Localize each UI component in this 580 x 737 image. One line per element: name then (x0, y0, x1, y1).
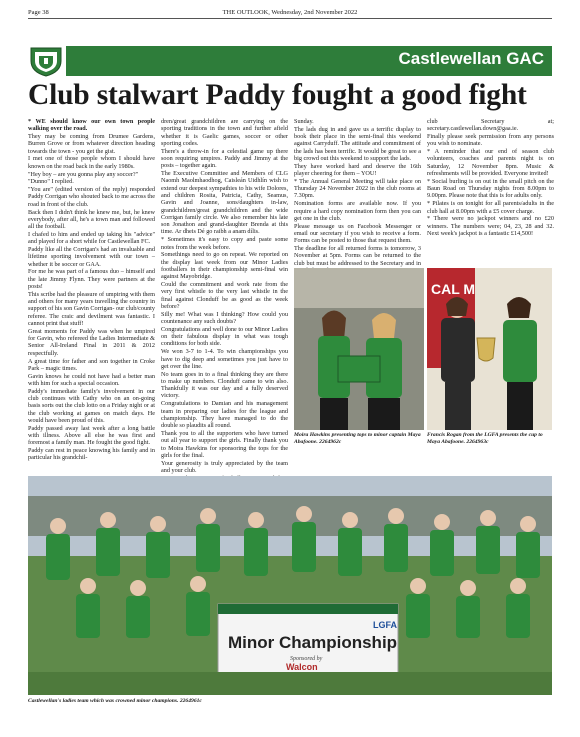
article-paragraph: Congratulations and well done to our Minor Ladies on their fabulous display in what was tough conditions for both side. (161, 325, 288, 348)
article-paragraph: Nomination forms are available now. If you require a hard copy nomination form then you can get one in the club. (294, 200, 421, 222)
article-column-3 (294, 118, 421, 268)
photo-cup-presentation (427, 268, 552, 430)
article-paragraph: Thank you to all the supporters who have turned out all year to support the girls. Finally thank you to Moira Hawkins for sponsoring the tops for the girls for the final. (161, 429, 288, 459)
newspaper-dateline: THE OUTLOOK, Wednesday, 2nd November 2022 (222, 9, 358, 16)
article-paragraph: "Dunno" I replied. (28, 178, 74, 186)
article-paragraph: Paddy passed away last week after a long battle with illness. Above all else he was first and foremost a family man. He fought the good fight. (28, 424, 155, 447)
article-paragraph: * WE should know our own town people walking over the road. (28, 118, 155, 133)
article-paragraph: No team goes in to a final thinking they are there to make up numbers. Clonduff came to win also. Thankfully it was our day and a fully deserved victory. (161, 370, 288, 400)
photo2-sign-text: CAL M (431, 281, 476, 297)
article-paragraph: "Hey boy – are you gonna play any soccer?" (28, 170, 139, 178)
article-paragraph: A great time for father and son together in Croke Park – magic times. (28, 357, 155, 372)
photo-team-champions (28, 476, 552, 695)
article-paragraph: Please message us on Facebook Messenger or email our secretary if you wish to receive a form. Forms can be posted to those that request them. (294, 222, 421, 245)
article-column-2 (161, 118, 288, 474)
article-paragraph: Could the commitment and work rate from the very first whistle to the very last whistle in the final against Clonduff be as good as the week before? (161, 281, 288, 310)
article-paragraph: Congratulations to Damian and his management team in preparing our ladies for the league and championship. They have managed to do the double so plaudits all round. (161, 400, 288, 430)
photo2-caption: Francis Rogan from the LGFA presents the cup to Maya Abafoone. 2264963c (427, 432, 543, 445)
headline: Club stalwart Paddy fought a good fight (28, 79, 527, 111)
article-paragraph: Paddy can rest in peace knowing his family and in particular his grandchil- (28, 447, 155, 462)
article-paragraph: For me he was part of a famous duo – himself and the late Jimmy Flynn. They were partners at the posts! (28, 268, 155, 291)
article-paragraph: Sunday. (294, 118, 314, 125)
running-head (28, 7, 552, 19)
championship-banner (218, 604, 398, 674)
article-paragraph: The deadline for all returned forms is tomorrow, 3 November at 5pm. Forms can be returned to the club but must be addressed to the Secretary and in (294, 245, 421, 267)
article-paragraph: * Pilates is on tonight for all parents/adults in the club hall at 8.00pm with a £5 cover charge. (427, 200, 554, 215)
article-paragraph: Silly me! What was I thinking? How could you countenance any such doubts? (161, 310, 288, 326)
article-paragraph: * The Annual General Meeting will take place on Thursday 24 November 2022 in the club rooms at 7.30pm. (294, 177, 421, 200)
club-crest-icon (28, 45, 64, 77)
article-column-4 (427, 118, 554, 268)
article-paragraph: "You are" (edited version of the reply) responded Paddy Corrigan who shouted back to me across the road in front of the club. (28, 186, 155, 208)
article-paragraph: Paddy's immediate family's involvement in our club continues with Cathy who on an on-going basis sorts out the club lotto on a Friday night or at the club working at games on match days. He would have been proud of this. (28, 387, 155, 424)
article-paragraph: I met one of those people whom I should have known on the road back in the early 1980s. (28, 155, 155, 170)
article-paragraph: I chafed to him and ended up taking his "advice" and played for a short while for Castlewellan FC. (28, 230, 155, 246)
article-paragraph: There's a throw-in for a celestial game up there soon requiring umpires. Paddy and Jimmy at the posts – together again. (161, 147, 288, 170)
article-paragraph: Somethings need to go on repeat. We reported on the display last week from our Minor Ladies footballers in their championship semi-final win against Mayobridge. (161, 251, 288, 281)
article-paragraph: * A reminder that our end of season club volunteers, coaches and parents night is on Saturday, 12 November 8pm. Music & refreshments will be provided. Everyone invited! (427, 148, 554, 178)
article-paragraph: * Social burling is on out in the small pitch on the Baun Road on Thursday nights from 8.00pm to 9.00pm. Please note that this is for adults only. (427, 177, 554, 200)
article-paragraph: Back then I didn't think he knew me, but, he knew everybody, after all, he's a town man and followed all the football. (28, 208, 155, 231)
section-bar (66, 46, 552, 76)
page-number: Page 38 (28, 9, 49, 16)
section-banner (28, 45, 552, 77)
article-paragraph: Paddy like all the Corrigan's had an invaluable and lifetime sporting involvement with our town – whether it be soccer or GAA. (28, 246, 155, 268)
section-title: Castlewellan GAC (398, 49, 544, 68)
article-paragraph: They may be coming from Drumee Gardens, Burren Grove or from whatever direction heading towards the town - you get the gist. (28, 133, 155, 155)
article-column-1 (28, 118, 155, 463)
banner-brand-text: LGFA (373, 620, 397, 630)
article-paragraph: The lads dug in and gave us a terrific display to book their place in the semi-final this weekend against Carryduff. The attitude and commitment of the lads has been terrific. It would be great to see a big crowd out this weekend to support the lads. (294, 125, 421, 162)
banner-sponsor-text: Walcon (286, 662, 318, 672)
article-paragraph: dren/great grandchildren are carrying on the sporting traditions in the town and further afield whether it is Gaelic games, soccer or other sporting codes. (161, 118, 288, 147)
article-paragraph: Gavin knows he could not have had a better man with him for such a special occasion. (28, 372, 155, 387)
article-paragraph: club Secretary at; secretary.castlewellan.down@gaa.ie. (427, 118, 554, 133)
banner-sponsored-text: Sponsored by (290, 656, 323, 662)
article-paragraph: Your generosity is truly appreciated by the team and your club. (161, 459, 288, 474)
photo-tops-presentation (294, 268, 424, 430)
article-paragraph: * There were no jackpot winners and no £20 winners. The numbers were; 04, 23, 28 and 32. Next week's jackpot is a fantastic £14,500! (427, 215, 554, 237)
article-paragraph: The Executive Committee and Members of CLG Naomh Maolmhaodhog, Caisleán Uidhlín wish to extend our deepest sympathies to his wife Dolores, and children Rosita, Patricia, Cathy, Seamus, Gavin and Joanne, sons/daughters in-law, grandchildren/great grandchildren and the wide Corrigan family circle. We also remember his late son Jonathon and grand-daughter Brenda at this time. Ar dheis Dé go raibh a anam dílis. (161, 170, 288, 236)
article-paragraph: * Sometimes it's easy to copy and paste some notes from the week before. (161, 236, 288, 251)
article-paragraph: We won 3-7 to 1-4. To win championships you have to dig deep and sometimes you just have to get over the line. (161, 348, 288, 370)
banner-championship-text: Minor Championship (228, 633, 398, 652)
article-paragraph: Great moments for Paddy was when he umpired for Gavin, who refereed the Ladies Intermediate & Senior All-Ireland Final in 2011 & 2012 respectfully. (28, 327, 155, 357)
article-paragraph: They have worked hard and deserve the 16th player cheering for them – YOU! (294, 162, 421, 178)
article-paragraph: Finally please seek permission from any persons you wish to nominate. (427, 133, 554, 148)
photo3-caption: Castlewellan's ladies team which was crowned minor champions. 2264961c (28, 698, 202, 704)
photo1-caption: Moira Hawkins presenting tops to minor captain Maya Abafoone. 2264962c (294, 432, 421, 445)
article-paragraph: This scribe had the pleasure of umpiring with them and others for many years travelling the country in support of his son Gavin Corrigan- our club/county referee. The craic and devilment was fantastic. I cannot print that stuff! (28, 290, 155, 328)
